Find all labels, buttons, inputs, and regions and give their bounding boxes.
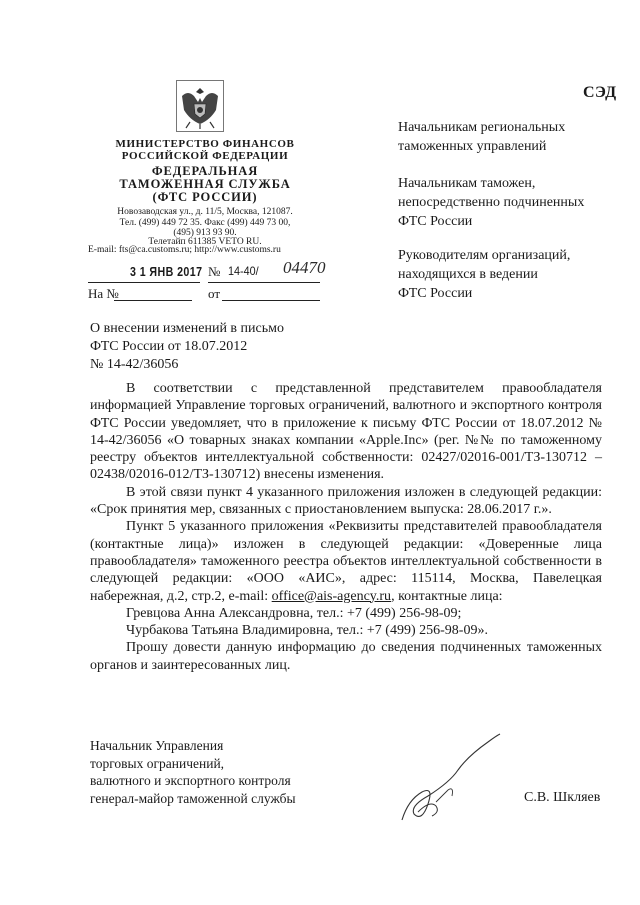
letter-body	[90, 380, 602, 674]
body-paragraph-2: В этой связи пункт 4 указанного приложения изложен в следующей редакции: «Срок принятия мер, связанных с приостановлением выпуска: 28.06.2017 г.».	[90, 484, 602, 518]
subject-line-1: О внесении изменений в письмо	[90, 321, 284, 336]
signatory-title-line-4: генерал-майор таможенной службы	[90, 790, 296, 806]
registration-number-handwritten: 04470	[283, 258, 326, 277]
sender-address-line-1: Новозаводская ул., д. 11/5, Москва, 121087.	[117, 207, 293, 217]
addressee-3-line-1: Руководителям организаций,	[398, 248, 571, 263]
sender-address-line-3: (495) 913 93 90.	[173, 228, 237, 238]
ministry-name-line-1: МИНИСТЕРСТВО ФИНАНСОВ	[115, 138, 295, 150]
addressee-1-line-2: таможенных управлений	[398, 139, 547, 154]
ministry-name-line-2: РОССИЙСКОЙ ФЕДЕРАЦИИ	[121, 150, 289, 162]
subject-line-3: № 14-42/36056	[90, 357, 179, 372]
addressee-3	[398, 246, 618, 303]
number-underline	[208, 282, 320, 283]
number-sign: №	[208, 264, 221, 279]
subject-line-2: ФТС России от 18.07.2012	[90, 339, 248, 354]
body-paragraph-3-text: Пункт 5 указанного приложения «Реквизиты представителей правообладателя (контактные лица)» изложен в следующей редакции: «Доверенные лица правообладателя» таможенного реестра объектов интеллектуальной собственности в следующей редакции: «ООО «АИС», адрес: 115114, Москва, Павелецкая набережная, д.2, стр.2, e-mail:	[90, 519, 602, 604]
addressee-2-line-2: непосредственно подчиненных	[398, 195, 585, 210]
addressee-3-line-3: ФТС России	[398, 286, 473, 301]
addressee-1	[398, 118, 618, 156]
signatory-title-line-1: Начальник Управления	[90, 738, 224, 753]
signatory-title-line-3: валютного и экспортного контроля	[90, 773, 291, 788]
signatory-name: С.В. Шкляев	[524, 790, 601, 805]
signatory-title-line-2: торговых ограничений,	[90, 755, 225, 771]
sender-address-line-2: Тел. (499) 449 72 35. Факс (499) 449 73 00,	[119, 218, 291, 228]
registration-number: 14-40/	[228, 264, 259, 278]
service-name-line-3: (ФТС РОССИИ)	[152, 190, 258, 204]
from-label: от	[208, 286, 221, 301]
service-name-line-1: ФЕДЕРАЛЬНАЯ	[151, 164, 259, 178]
letter-subject	[90, 320, 330, 374]
contact-person-1: Гревцова Анна Александровна, тел.: +7 (499) 256-98-09;	[126, 605, 462, 621]
reply-to-label: На №	[88, 286, 119, 301]
body-paragraph-4: Прошу довести данную информацию до сведения подчиненных таможенных органов и заинтересованных лиц.	[90, 640, 602, 673]
sender-address-line-4: Телетайп 611385 VETO RU.	[148, 237, 262, 247]
date-underline	[88, 282, 200, 283]
body-paragraph-3-tail: , контактные лица:	[391, 588, 503, 604]
addressee-2-line-1: Начальникам таможен,	[398, 176, 536, 191]
coat-of-arms-emblem	[176, 80, 224, 132]
service-name-line-2: ТАМОЖЕННАЯ СЛУЖБА	[119, 177, 291, 191]
sender-email-web: E-mail: fts@ca.customs.ru; http://www.customs.ru	[88, 245, 281, 255]
contact-person-2: Чурбакова Татьяна Владимировна, тел.: +7 (499) 256-98-09».	[126, 623, 488, 639]
document-corner-mark: СЭД	[583, 84, 617, 101]
addressee-2-line-3: ФТС России	[398, 214, 473, 229]
signatory-title	[90, 737, 350, 807]
body-paragraph-3	[90, 518, 602, 604]
registration-date-stamp: 3 1 ЯНВ 2017	[130, 264, 203, 279]
addressee-1-line-1: Начальникам региональных	[398, 120, 566, 135]
email-link[interactable]: office@ais-agency.ru	[271, 588, 392, 604]
body-paragraph-1: В соответствии с представленной представителем правообладателя информацией Управление торговых ограничений, валютного и экспортного контроля ФТС России уведомляет, что в приложение к письму ФТС России от 18.07.2012 № 14-42/36056 «О товарных знаках компании «Apple.Inc» (рег. №№ по таможенному реестру объектов интеллектуальной собственности: 02427/02016-001/ТЗ-130712 – 02438/02016-012/ТЗ-130712) внесены изменения.	[90, 381, 602, 483]
from-underline	[222, 300, 320, 301]
addressee-3-line-2: находящихся в ведении	[398, 267, 538, 282]
addressee-2	[398, 174, 618, 231]
handwritten-signature	[388, 730, 508, 830]
reply-to-underline	[114, 300, 192, 301]
